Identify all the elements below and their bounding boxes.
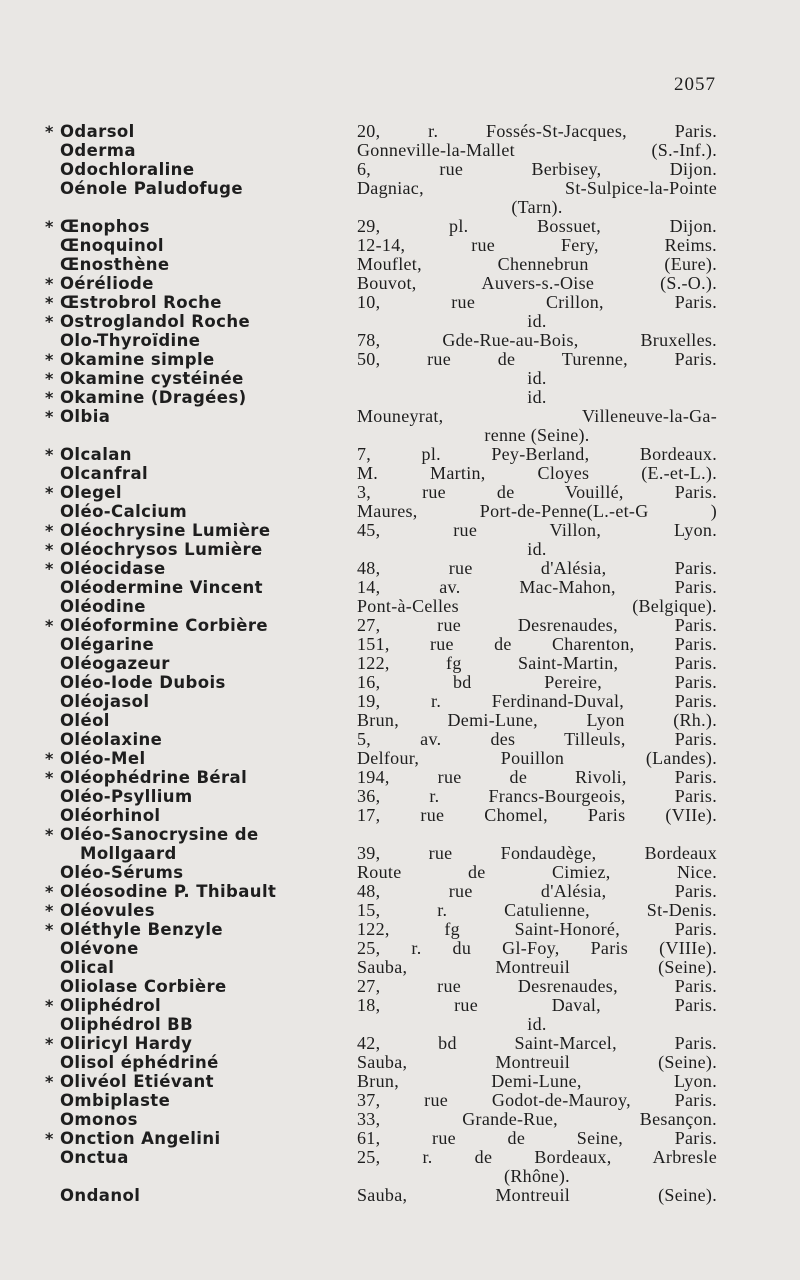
entry-row bbox=[0, 217, 800, 236]
entry-row bbox=[0, 977, 800, 996]
address-line: Dagniac, St-Sulpice-la-Pointe bbox=[357, 178, 717, 198]
address-line: 33, Grande-Rue, Besançon. bbox=[357, 1109, 717, 1129]
address-line: Maures, Port-de-Penne(L.-et-G ) bbox=[357, 501, 717, 521]
asterisk-marker: * bbox=[45, 1072, 54, 1091]
entry-row bbox=[0, 369, 800, 388]
address-line: id. bbox=[527, 539, 547, 559]
address-line: 10, rue Crillon, Paris. bbox=[357, 292, 717, 312]
address-line: 45, rue Villon, Lyon. bbox=[357, 520, 717, 540]
product-name: Ostroglandol Roche bbox=[60, 312, 251, 331]
product-name: Oléojasol bbox=[60, 692, 150, 711]
address-line bbox=[357, 825, 717, 844]
product-name: Olbia bbox=[60, 407, 111, 426]
product-name: Ondanol bbox=[60, 1186, 141, 1205]
entry-row bbox=[0, 673, 800, 692]
product-name: Olévone bbox=[60, 939, 139, 958]
address-line: id. bbox=[527, 368, 547, 388]
entry-row bbox=[0, 407, 800, 445]
product-name: Olégarine bbox=[60, 635, 155, 654]
address-line: 29, pl. Bossuet, Dijon. bbox=[357, 216, 717, 236]
entry-row bbox=[0, 540, 800, 559]
address-line: 18, rue Daval, Paris. bbox=[357, 995, 717, 1015]
product-name: Œnoquinol bbox=[60, 236, 164, 255]
entry-row bbox=[0, 445, 800, 464]
address-line: 25, r. du Gl-Foy, Paris (VIIIe). bbox=[357, 938, 717, 958]
entry-row bbox=[0, 939, 800, 958]
entry-row bbox=[0, 1072, 800, 1091]
address-line: Brun, Demi-Lune, Lyon (Rh.). bbox=[357, 710, 717, 730]
asterisk-marker: * bbox=[45, 122, 54, 141]
asterisk-marker: * bbox=[45, 901, 54, 920]
asterisk-marker: * bbox=[45, 616, 54, 635]
product-name: Omonos bbox=[60, 1110, 138, 1129]
product-name: Olivéol Etiévant bbox=[60, 1072, 214, 1091]
address-line: Route de Cimiez, Nice. bbox=[357, 862, 717, 882]
asterisk-marker: * bbox=[45, 768, 54, 787]
address-line: id. bbox=[527, 387, 547, 407]
entry-row bbox=[0, 293, 800, 312]
address-line: 20, r. Fossés-St-Jacques, Paris. bbox=[357, 121, 717, 141]
address-line: Sauba, Montreuil (Seine). bbox=[357, 957, 717, 977]
product-name: Oléthyle Benzyle bbox=[60, 920, 223, 939]
product-name: Oléo-Calcium bbox=[60, 502, 188, 521]
address-line: 15, r. Catulienne, St-Denis. bbox=[357, 900, 717, 920]
entry-row bbox=[0, 274, 800, 293]
address-line: M. Martin, Cloyes (E.-et-L.). bbox=[357, 463, 717, 483]
address-line: 25, r. de Bordeaux, Arbresle bbox=[357, 1147, 717, 1167]
address-line: 48, rue d'Alésia, Paris. bbox=[357, 881, 717, 901]
address-line: Brun, Demi-Lune, Lyon. bbox=[357, 1071, 717, 1091]
address-line: 3, rue de Vouillé, Paris. bbox=[357, 482, 717, 502]
product-name: Oléodermine Vincent bbox=[60, 578, 263, 597]
entry-row bbox=[0, 312, 800, 331]
entry-row bbox=[0, 1110, 800, 1129]
address-continuation: (Tarn). bbox=[511, 197, 563, 217]
address-line: 19, r. Ferdinand-Duval, Paris. bbox=[357, 691, 717, 711]
product-name: Olo-Thyroïdine bbox=[60, 331, 201, 350]
entry-row bbox=[0, 122, 800, 141]
product-name: Oléorhinol bbox=[60, 806, 161, 825]
product-name: Oléogazeur bbox=[60, 654, 170, 673]
entry-row bbox=[0, 806, 800, 825]
entry-row bbox=[0, 464, 800, 483]
entry-row bbox=[0, 1053, 800, 1072]
asterisk-marker: * bbox=[45, 293, 54, 312]
product-name: Œstrobrol Roche bbox=[60, 293, 222, 312]
entry-row bbox=[0, 654, 800, 673]
product-name-continuation: Mollgaard bbox=[80, 844, 177, 863]
product-name: Oléochrysine Lumière bbox=[60, 521, 271, 540]
address-line: 27, rue Desrenaudes, Paris. bbox=[357, 615, 717, 635]
product-name: Olcalan bbox=[60, 445, 132, 464]
entry-row bbox=[0, 1148, 800, 1186]
entry-row bbox=[0, 502, 800, 521]
entry-row bbox=[0, 331, 800, 350]
entry-row bbox=[0, 483, 800, 502]
product-name: Oléolaxine bbox=[60, 730, 163, 749]
product-name: Oléoformine Corbière bbox=[60, 616, 268, 635]
address-line: 6, rue Berbisey, Dijon. bbox=[357, 159, 717, 179]
asterisk-marker: * bbox=[45, 1034, 54, 1053]
entry-row bbox=[0, 768, 800, 787]
product-name: Oliphédrol BB bbox=[60, 1015, 194, 1034]
entry-row bbox=[0, 863, 800, 882]
entry-row bbox=[0, 1129, 800, 1148]
product-name: Oléosodine P. Thibault bbox=[60, 882, 277, 901]
entry-row bbox=[0, 179, 800, 217]
address-continuation: 39, rue Fondaudège, Bordeaux bbox=[357, 843, 717, 863]
product-name: Olegel bbox=[60, 483, 122, 502]
asterisk-marker: * bbox=[45, 274, 54, 293]
address-line: Gonneville-la-Mallet (S.-Inf.). bbox=[357, 140, 717, 160]
product-name: Olical bbox=[60, 958, 115, 977]
address-continuation: renne (Seine). bbox=[484, 425, 590, 445]
product-name: Oléo-Sérums bbox=[60, 863, 184, 882]
entry-row bbox=[0, 825, 800, 863]
product-name: Okamine cystéinée bbox=[60, 369, 244, 388]
asterisk-marker: * bbox=[45, 350, 54, 369]
entry-row bbox=[0, 559, 800, 578]
address-line: 27, rue Desrenaudes, Paris. bbox=[357, 976, 717, 996]
entry-row bbox=[0, 730, 800, 749]
product-name: Oléocidase bbox=[60, 559, 166, 578]
product-name: Okamine simple bbox=[60, 350, 215, 369]
product-name: Oénole Paludofuge bbox=[60, 179, 243, 198]
product-name: Oléovules bbox=[60, 901, 155, 920]
page-number: 2057 bbox=[674, 74, 716, 95]
entry-list bbox=[0, 122, 800, 1205]
asterisk-marker: * bbox=[45, 540, 54, 559]
address-line: Sauba, Montreuil (Seine). bbox=[357, 1052, 717, 1072]
address-line: 78, Gde-Rue-au-Bois, Bruxelles. bbox=[357, 330, 717, 350]
entry-row bbox=[0, 578, 800, 597]
entry-row bbox=[0, 521, 800, 540]
entry-row bbox=[0, 692, 800, 711]
product-name: Oléochrysos Lumière bbox=[60, 540, 263, 559]
asterisk-marker: * bbox=[45, 388, 54, 407]
address-line: 61, rue de Seine, Paris. bbox=[357, 1128, 717, 1148]
product-name: Olcanfral bbox=[60, 464, 149, 483]
product-name: Oléodine bbox=[60, 597, 146, 616]
asterisk-marker: * bbox=[45, 749, 54, 768]
address-line: 151, rue de Charenton, Paris. bbox=[357, 634, 717, 654]
entry-row bbox=[0, 749, 800, 768]
asterisk-marker: * bbox=[45, 369, 54, 388]
address-line: Mouneyrat, Villeneuve-la-Ga- bbox=[357, 406, 717, 426]
entry-row bbox=[0, 160, 800, 179]
address-line: id. bbox=[527, 1014, 547, 1034]
address-line: 122, fg Saint-Martin, Paris. bbox=[357, 653, 717, 673]
entry-row bbox=[0, 1034, 800, 1053]
address-line: 50, rue de Turenne, Paris. bbox=[357, 349, 717, 369]
asterisk-marker: * bbox=[45, 312, 54, 331]
address-line: Mouflet, Chennebrun (Eure). bbox=[357, 254, 717, 274]
address-line: 16, bd Pereire, Paris. bbox=[357, 672, 717, 692]
product-name: Olisol éphédriné bbox=[60, 1053, 219, 1072]
product-name: Odochloraline bbox=[60, 160, 195, 179]
entry-row bbox=[0, 597, 800, 616]
entry-row bbox=[0, 882, 800, 901]
product-name: Oléo-Sanocrysine de bbox=[60, 825, 259, 844]
address-continuation: (Rhône). bbox=[504, 1166, 570, 1186]
asterisk-marker: * bbox=[45, 407, 54, 426]
address-line: 12-14, rue Fery, Reims. bbox=[357, 235, 717, 255]
product-name: Odarsol bbox=[60, 122, 135, 141]
product-name: Oléo-Iode Dubois bbox=[60, 673, 226, 692]
entry-row bbox=[0, 787, 800, 806]
product-name: Oléophédrine Béral bbox=[60, 768, 248, 787]
address-line: Sauba, Montreuil (Seine). bbox=[357, 1185, 717, 1205]
product-name: Ombiplaste bbox=[60, 1091, 171, 1110]
asterisk-marker: * bbox=[45, 521, 54, 540]
address-line: Delfour, Pouillon (Landes). bbox=[357, 748, 717, 768]
asterisk-marker: * bbox=[45, 920, 54, 939]
entry-row bbox=[0, 350, 800, 369]
asterisk-marker: * bbox=[45, 1129, 54, 1148]
entry-row bbox=[0, 901, 800, 920]
product-name: Oléol bbox=[60, 711, 110, 730]
asterisk-marker: * bbox=[45, 559, 54, 578]
product-name: Oliricyl Hardy bbox=[60, 1034, 193, 1053]
entry-row bbox=[0, 996, 800, 1015]
asterisk-marker: * bbox=[45, 483, 54, 502]
entry-row bbox=[0, 616, 800, 635]
product-name: Oliphédrol bbox=[60, 996, 162, 1015]
entry-row bbox=[0, 1186, 800, 1205]
entry-row bbox=[0, 1015, 800, 1034]
entry-row bbox=[0, 255, 800, 274]
address-line: 122, fg Saint-Honoré, Paris. bbox=[357, 919, 717, 939]
entry-row bbox=[0, 635, 800, 654]
entry-row bbox=[0, 920, 800, 939]
asterisk-marker: * bbox=[45, 445, 54, 464]
address-line: id. bbox=[527, 311, 547, 331]
product-name: Okamine (Dragées) bbox=[60, 388, 247, 407]
product-name: Oliolase Corbière bbox=[60, 977, 227, 996]
address-line: 14, av. Mac-Mahon, Paris. bbox=[357, 577, 717, 597]
product-name: Onctua bbox=[60, 1148, 129, 1167]
product-name: Oderma bbox=[60, 141, 136, 160]
asterisk-marker: * bbox=[45, 217, 54, 236]
entry-row bbox=[0, 236, 800, 255]
entry-row bbox=[0, 1091, 800, 1110]
entry-row bbox=[0, 388, 800, 407]
address-line: Pont-à-Celles (Belgique). bbox=[357, 596, 717, 616]
entry-row bbox=[0, 141, 800, 160]
product-name: Oléo-Mel bbox=[60, 749, 146, 768]
asterisk-marker: * bbox=[45, 882, 54, 901]
address-line: 37, rue Godot-de-Mauroy, Paris. bbox=[357, 1090, 717, 1110]
entry-row bbox=[0, 958, 800, 977]
asterisk-marker: * bbox=[45, 996, 54, 1015]
address-line: 48, rue d'Alésia, Paris. bbox=[357, 558, 717, 578]
entry-row bbox=[0, 711, 800, 730]
product-name: Œnophos bbox=[60, 217, 150, 236]
address-line: 7, pl. Pey-Berland, Bordeaux. bbox=[357, 444, 717, 464]
address-line: 42, bd Saint-Marcel, Paris. bbox=[357, 1033, 717, 1053]
address-line: 36, r. Francs-Bourgeois, Paris. bbox=[357, 786, 717, 806]
product-name: Oéréliode bbox=[60, 274, 154, 293]
product-name: Onction Angelini bbox=[60, 1129, 221, 1148]
product-name: Œnosthène bbox=[60, 255, 170, 274]
product-name: Oléo-Psyllium bbox=[60, 787, 193, 806]
asterisk-marker: * bbox=[45, 825, 54, 844]
address-line: Bouvot, Auvers-s.-Oise (S.-O.). bbox=[357, 273, 717, 293]
address-line: 194, rue de Rivoli, Paris. bbox=[357, 767, 717, 787]
address-line: 5, av. des Tilleuls, Paris. bbox=[357, 729, 717, 749]
address-line: 17, rue Chomel, Paris (VIIe). bbox=[357, 805, 717, 825]
